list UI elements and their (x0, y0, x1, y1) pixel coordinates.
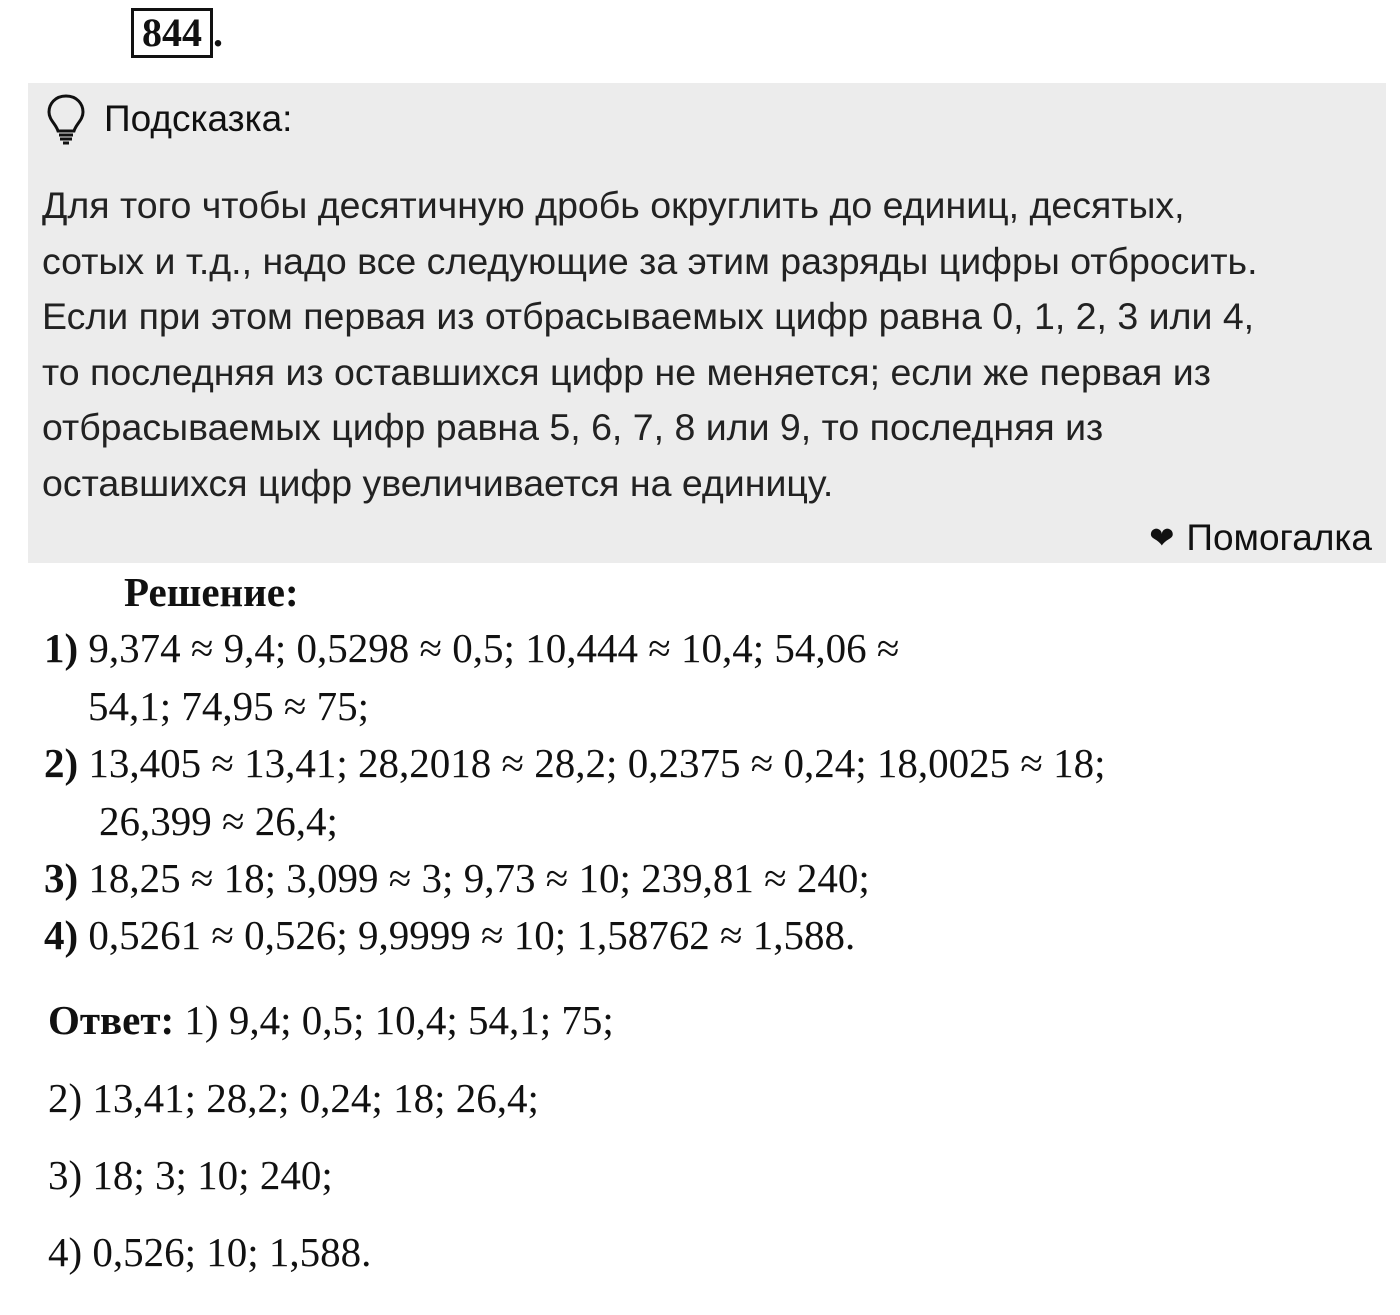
problem-number (131, 8, 223, 58)
hint-box (28, 83, 1386, 563)
hint-line: сотых и т.д., надо все следующие за этим разряды цифры отбросить. (42, 239, 1258, 282)
credit (1149, 517, 1372, 559)
solution-item-3 (44, 854, 870, 902)
answer-line-3: 3) 18; 3; 10; 240; (48, 1152, 333, 1198)
problem-number-box: 844 (131, 8, 213, 58)
item-text: 18,25 ≈ 18; 3,099 ≈ 3; 9,73 ≈ 10; 239,81 ≈ 240; (88, 855, 870, 901)
answer-label: Ответ: (48, 997, 175, 1043)
solution-item-2-cont: 26,399 ≈ 26,4; (99, 798, 338, 844)
answer-text: 1) 9,4; 0,5; 10,4; 54,1; 75; (184, 997, 614, 1043)
hint-text (42, 178, 1382, 511)
hint-line: то последняя из оставшихся цифр не меняется; если же первая из (42, 350, 1211, 393)
solution-item-2 (44, 739, 1105, 787)
hint-line: оставшихся цифр увеличивается на единицу. (42, 461, 834, 504)
answer-line-4: 4) 0,526; 10; 1,588. (48, 1229, 372, 1275)
solution-heading: Решение: (124, 569, 299, 615)
item-number: 1) (44, 625, 79, 671)
hint-title-text: Подсказка: (104, 98, 293, 139)
credit-text: Помогалка (1186, 517, 1372, 558)
answer-line-2: 2) 13,41; 28,2; 0,24; 18; 26,4; (48, 1075, 539, 1121)
item-number: 2) (44, 740, 79, 786)
item-number: 3) (44, 855, 79, 901)
solution-item-1-cont: 54,1; 74,95 ≈ 75; (88, 683, 370, 729)
heart-icon: ❤ (1149, 521, 1175, 555)
solution-item-4 (44, 911, 855, 959)
item-text: 0,5261 ≈ 0,526; 9,9999 ≈ 10; 1,58762 ≈ 1,588. (88, 912, 856, 958)
answer-line-1 (48, 996, 614, 1044)
lightbulb-icon (46, 93, 86, 145)
item-text: 9,374 ≈ 9,4; 0,5298 ≈ 0,5; 10,444 ≈ 10,4; 54,06 ≈ (88, 625, 900, 671)
hint-line: Если при этом первая из отбрасываемых цифр равна 0, 1, 2, 3 или 4, (42, 295, 1255, 337)
item-text: 13,405 ≈ 13,41; 28,2018 ≈ 28,2; 0,2375 ≈ 0,24; 18,0025 ≈ 18; (88, 740, 1106, 786)
solution-item-1 (44, 624, 899, 672)
item-number: 4) (44, 912, 79, 958)
problem-number-dot: . (213, 10, 223, 55)
hint-line: Для того чтобы десятичную дробь округлить до единиц, десятых, (42, 184, 1185, 226)
hint-title (46, 93, 292, 145)
hint-line: отбрасываемых цифр равна 5, 6, 7, 8 или 9, то последняя из (42, 406, 1104, 448)
